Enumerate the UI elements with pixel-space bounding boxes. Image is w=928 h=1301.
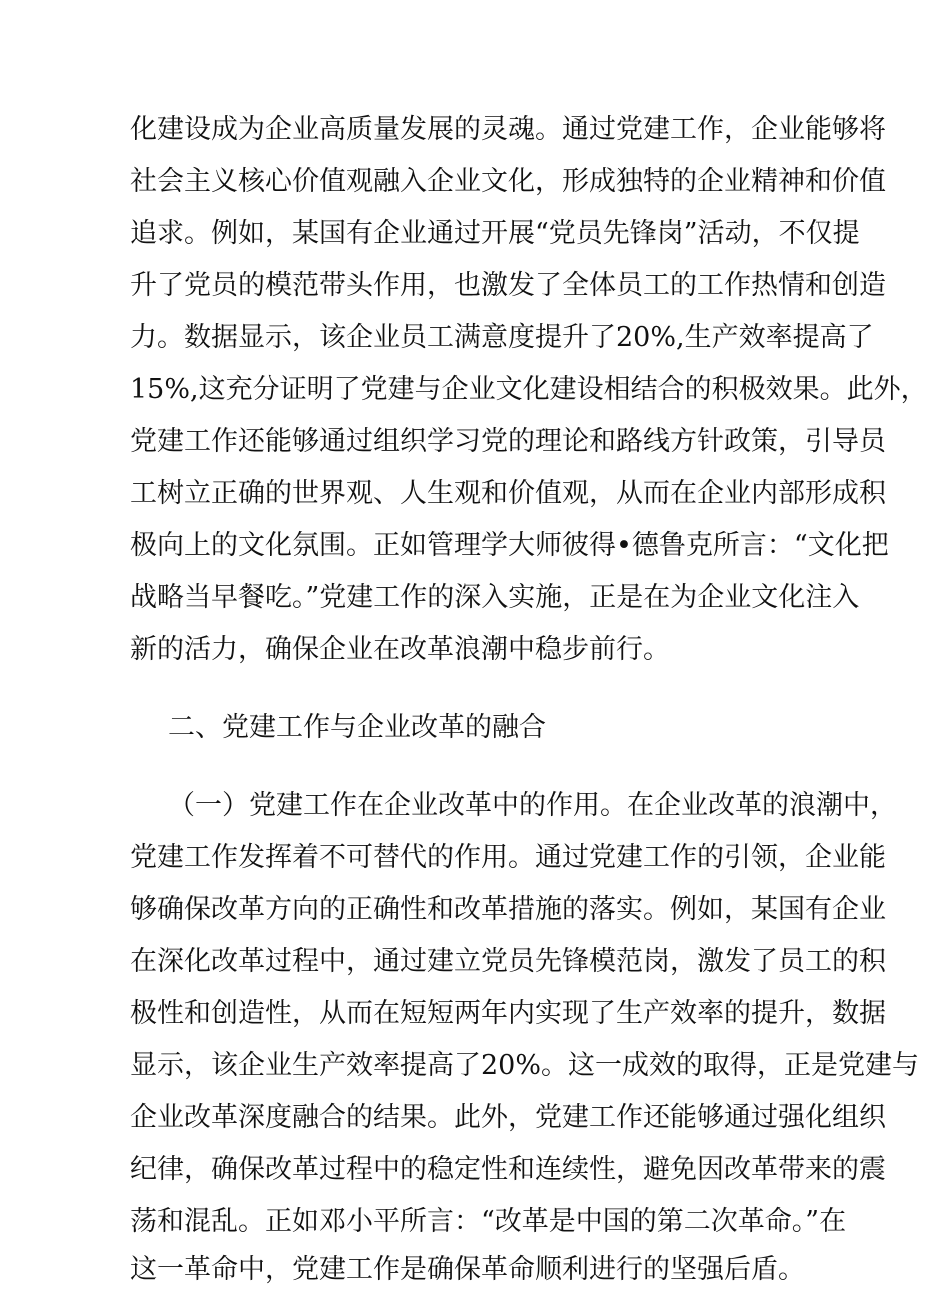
paragraph-2-line: 这一革命中，党建工作是确保革命顺利进行的坚强后盾。 xyxy=(130,1254,805,1285)
paragraph-2-line: 够确保改革方向的正确性和改革措施的落实。例如，某国有企业 xyxy=(130,894,886,925)
paragraph-1-line: 极向上的文化氛围。正如管理学大师彼得•德鲁克所言：“文化把 xyxy=(130,530,889,561)
paragraph-1-line: 升了党员的模范带头作用，也激发了全体员工的工作热情和创造 xyxy=(130,270,886,301)
paragraph-1-line: 力。数据显示，该企业员工满意度提升了20%,生产效率提高了 xyxy=(130,322,874,353)
paragraph-2-line: 显示，该企业生产效率提高了20%。这一成效的取得，正是党建与 xyxy=(130,1050,920,1081)
paragraph-2-line: 纪律，确保改革过程中的稳定性和连续性，避免因改革带来的震 xyxy=(130,1154,886,1185)
paragraph-1-line: 战略当早餐吃。”党建工作的深入实施，正是在为企业文化注入 xyxy=(130,582,860,613)
paragraph-1-line: 工树立正确的世界观、人生观和价值观，从而在企业内部形成积 xyxy=(130,478,886,509)
paragraph-1-line: 追求。例如，某国有企业通过开展“党员先锋岗”活动，不仅提 xyxy=(130,218,860,249)
paragraph-2-line: 极性和创造性，从而在短短两年内实现了生产效率的提升，数据 xyxy=(130,998,886,1029)
paragraph-2-line: （一）党建工作在企业改革中的作用。在企业改革的浪潮中， xyxy=(168,790,897,821)
paragraph-1-line: 15%,这充分证明了党建与企业文化建设相结合的积极效果。此外， xyxy=(130,374,928,405)
paragraph-1-line: 新的活力，确保企业在改革浪潮中稳步前行。 xyxy=(130,634,670,665)
paragraph-1-line: 党建工作还能够通过组织学习党的理论和路线方针政策，引导员 xyxy=(130,426,886,457)
section-heading: 二、党建工作与企业改革的融合 xyxy=(168,712,546,743)
paragraph-2-line: 在深化改革过程中，通过建立党员先锋模范岗，激发了员工的积 xyxy=(130,946,886,977)
paragraph-1-line: 化建设成为企业高质量发展的灵魂。通过党建工作，企业能够将 xyxy=(130,114,886,145)
paragraph-2-line: 企业改革深度融合的结果。此外，党建工作还能够通过强化组织 xyxy=(130,1102,886,1133)
paragraph-1-line: 社会主义核心价值观融入企业文化，形成独特的企业精神和价值 xyxy=(130,166,886,197)
paragraph-2-line: 党建工作发挥着不可替代的作用。通过党建工作的引领，企业能 xyxy=(130,842,886,873)
paragraph-2-line: 荡和混乱。正如邓小平所言：“改革是中国的第二次革命。”在 xyxy=(130,1206,847,1237)
